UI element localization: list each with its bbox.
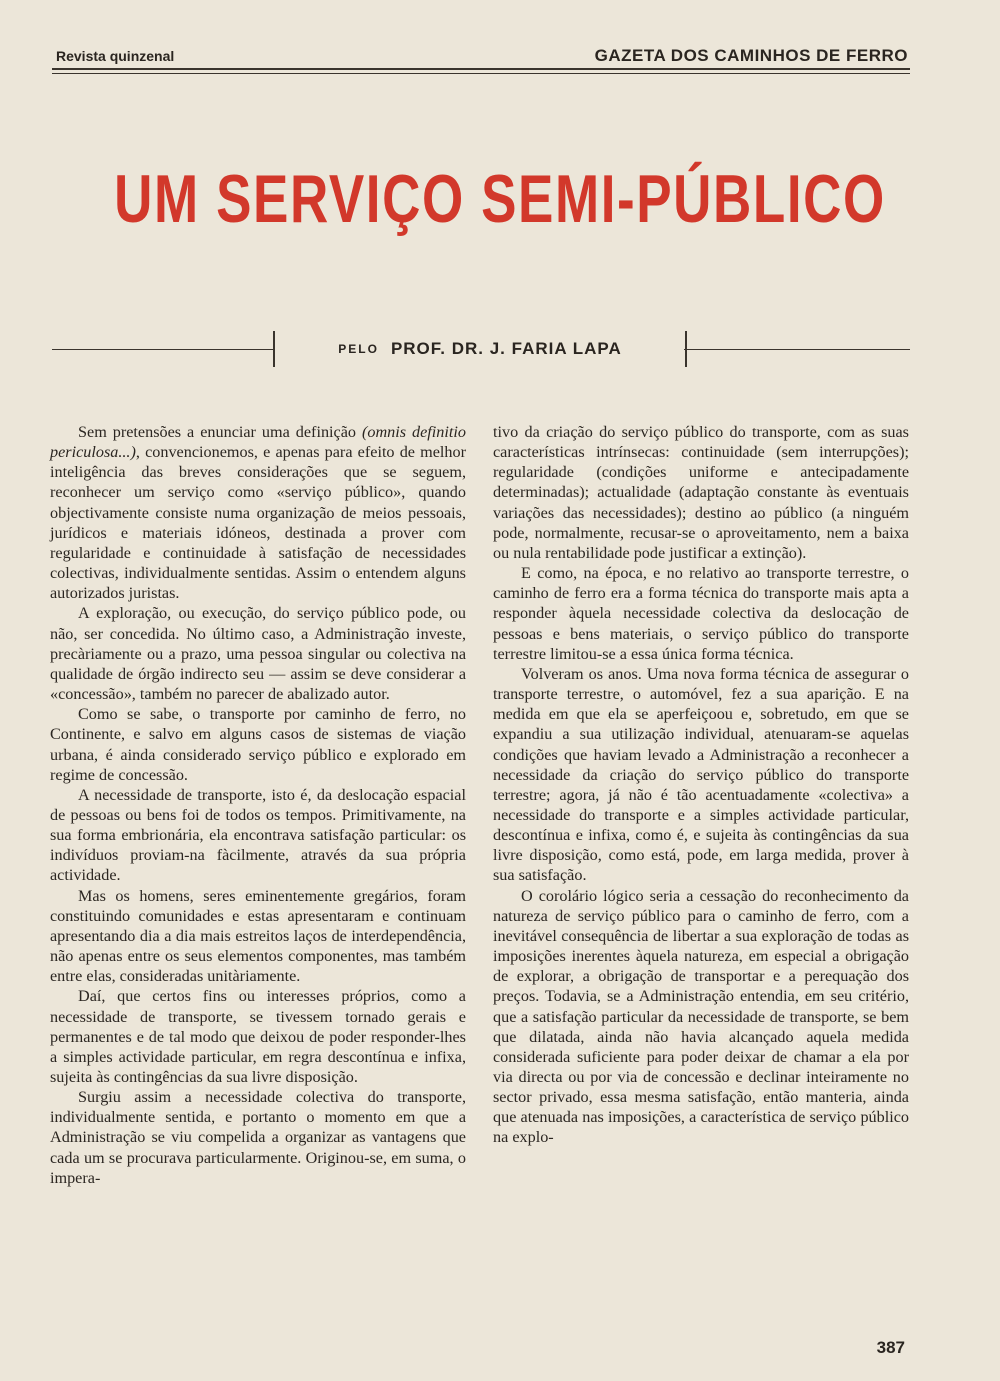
byline: [273, 331, 687, 367]
byline-rule-right: [684, 349, 910, 350]
article-title: UM SERVIÇO SEMI-PÚBLICO: [114, 161, 886, 237]
paragraph: tivo da criação do serviço público do transporte, com as suas características intrínsecas: continuidade (sem interrupções); regularidade (condições uniforme e antecipadamente determinadas); actualidade (adaptação constante às eventuais variações das necessidades); destino ao público (a ninguém pode, normalmente, recusar-se o aproveitamento, nem a baixa ou nula rentabilidade pode justificar a extinção).: [493, 423, 909, 562]
right-column: [493, 422, 909, 1148]
paragraph: A necessidade de transporte, isto é, da deslocação espacial de pessoas ou bens foi de todos os tempos. Primitivamente, na sua forma embrionária, ela encontrava satisfação particular: os indivíduos proviam-na fàcilmente, através da sua própria actividade.: [50, 785, 466, 885]
paragraph: Mas os homens, seres eminentemente gregários, foram constituindo comunidades e estas apresentaram e continuam apresentando dia a dia mais estreitos laços de interdependência, não apenas entre os seus elementos componentes, mas também entre elas, consideradas unitàriamente.: [50, 886, 466, 986]
text-run: , convencionemos, e apenas para efeito de melhor inteligência das breves considerações que se seguem, reconhecer um serviço como «serviço público», quando objectivamente consiste numa organização de meios pessoais, jurídicos e materiais idóneos, destinada a prover com regularidade e continuidade à satisfação de necessidades colectivas, individualmente sentidas. Assim o entendem alguns autorizados juristas.: [50, 443, 466, 603]
header-left-label: Revista quinzenal: [56, 48, 175, 64]
page-number: 387: [876, 1338, 905, 1357]
left-column: [50, 422, 466, 1188]
italic-text-run: (omnis definitio periculosa...): [50, 423, 466, 462]
byline-prefix: PELO: [338, 342, 379, 356]
paragraph: Como se sabe, o transporte por caminho de ferro, no Continente, e salvo em alguns casos de sistemas de viação urbana, é ainda considerado serviço público e explorado em regime de concessão.: [50, 705, 466, 784]
header-rule-thick: [52, 68, 910, 70]
paragraph: Daí, que certos fins ou interesses próprios, como a necessidade de transporte, se tivessem tornado gerais e permanentes e de tal modo que deixou de poder responder-lhes a simples actividade particular, em regra descontínua e infixa, sujeita às contingências da sua livre disposição.: [50, 987, 466, 1086]
header-right-label: GAZETA DOS CAMINHOS DE FERRO: [594, 46, 908, 65]
paragraph: O corolário lógico seria a cessação do reconhecimento da natureza de serviço público para o caminho de ferro, com a inevitável consequência de libertar a sua exploração de todas as imposições inerentes àquela natureza, em especial a obrigação de explorar, a obrigação de transportar e a perequação dos preços. Todavia, se a Administração entendia, em seu critério, que a satisfação particular da necessidade de transporte, se bem que dilatada, ainda não havia alcançado aquela medida considerada suficiente para poder deixar de chamar a ela por via directa ou por via de concessão e declinar inteiramente no sector privado, essa mesma satisfação, então manteria, ainda que atenuada nas imposições, a característica de serviço público na explo-: [493, 886, 909, 1147]
paragraph: E como, na época, e no relativo ao transporte terrestre, o caminho de ferro era a forma técnica do transporte mais apta a responder àquela necessidade colectiva da deslocação de pessoas e bens materiais, o serviço público do transporte terrestre limitou-se a essa única forma técnica.: [493, 564, 909, 663]
paragraph: Volveram os anos. Uma nova forma técnica de assegurar o transporte terrestre, o automóvel, fez a sua aparição. E na medida em que ela se aperfeiçoou e, sobretudo, em que se expandiu a sua utilização individual, atenuaram-se aquelas condições que haviam levado a Administração a reconhecer a necessidade da criação do serviço público do transporte terrestre; agora, já não é tão acentuadamente «colectiva» a necessidade do transporte e a simples actividade particular, descontínua e infixa, como é, e sujeita às contingências da sua livre disposição, como está, pode, em larga medida, prover à sua satisfação.: [493, 664, 909, 885]
byline-rule-left: [52, 349, 274, 350]
text-run: Sem pretensões a enunciar uma definição: [78, 423, 362, 441]
paragraph: [50, 422, 466, 603]
byline-author: PROF. DR. J. FARIA LAPA: [390, 339, 622, 358]
header-rule-thin: [52, 73, 910, 74]
paragraph: A exploração, ou execução, do serviço público pode, ou não, ser concedida. No último caso, a Administração investe, precàriamente ou a prazo, uma pessoa singular ou colectiva na qualidade de órgão indirecto seu — assim se deve considerar a «concessão», também no parecer de abalizado autor.: [50, 604, 466, 704]
paragraph: Surgiu assim a necessidade colectiva do transporte, individualmente sentida, e portanto o momento em que a Administração se viu compelida a organizar as vantagens que cada um se procurava particularmente. Originou-se, em suma, o impera-: [50, 1088, 466, 1187]
